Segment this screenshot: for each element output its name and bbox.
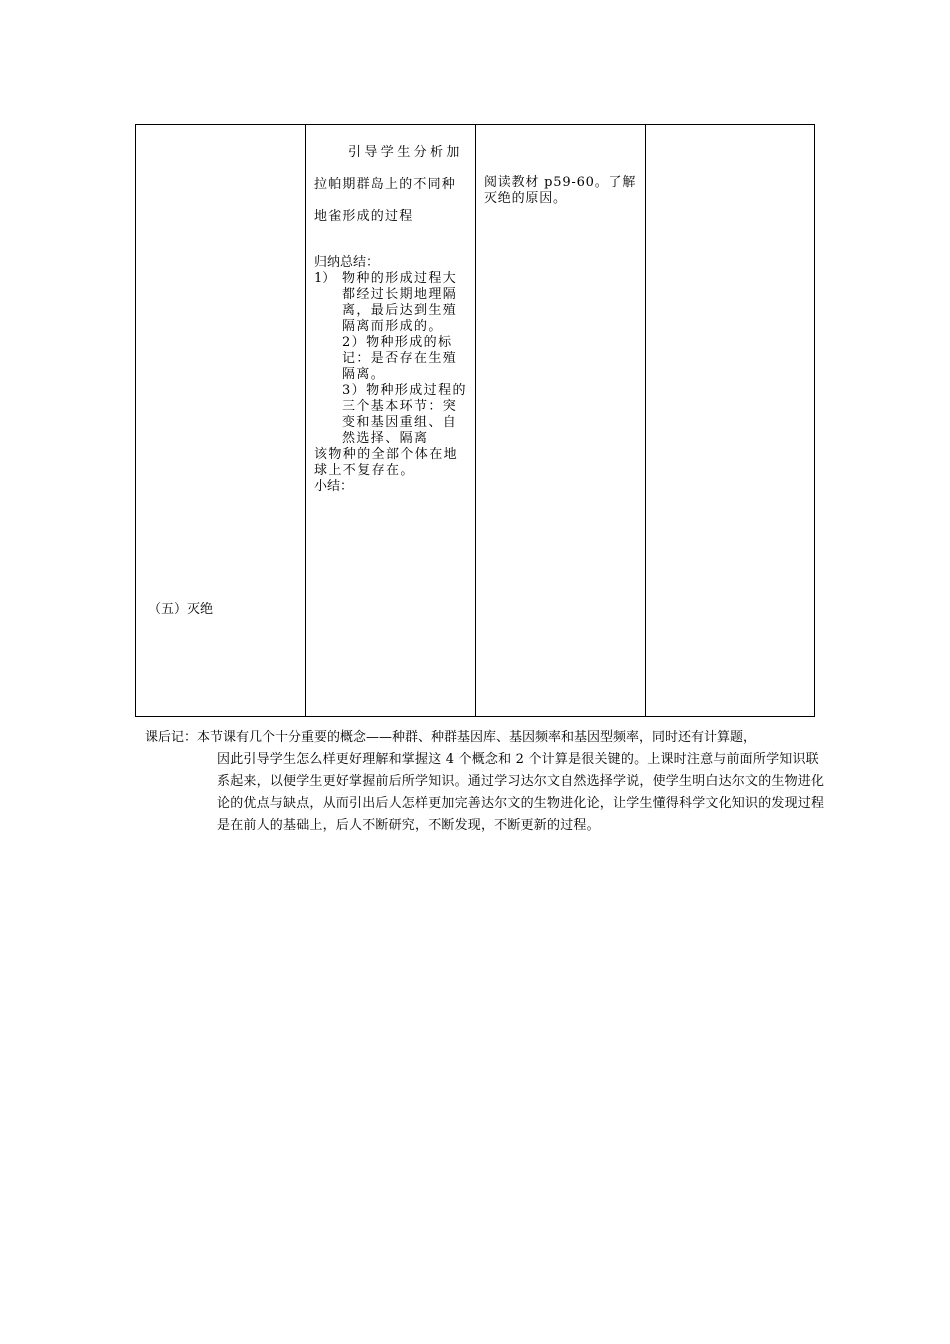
list-number: 1） (314, 271, 336, 286)
section-label: （五）灭绝 (148, 602, 214, 617)
content-cell (136, 125, 305, 716)
guide-line: 地雀形成的过程 (314, 209, 414, 224)
notes-body: 因此引导学生怎么样更好理解和掌握这 4 个概念和 2 个计算是很关键的。上课时注意与前面所学知识联系起来，以便学生更好掌握前后所学知识。通过学习达尔文自然选择学说，使学生明白达尔文的生物进化论的优点与缺点，从而引出后人怎样更加完善达尔文的生物进化论，让学生懂得科学文化知识的发现过程是在前人的基础上，后人不断研究，不断发现，不断更新的过程。 (217, 752, 825, 833)
student-activity-cell (476, 125, 645, 716)
list-item (314, 271, 469, 335)
lesson-table (135, 124, 815, 717)
summary-block (314, 255, 469, 495)
list-text: 物种的形成过程大都经过长期地理隔离，最后达到生殖隔离而形成的。 (342, 271, 458, 334)
reading-instruction: 阅读教材 p59-60。了解灭绝的原因。 (484, 175, 637, 206)
post-lesson-notes (145, 727, 825, 837)
summary-heading: 归纳总结： (314, 255, 380, 270)
guide-line: 拉帕期群岛上的不同种 (314, 177, 457, 192)
notes-first-line: 课后记：本节课有几个十分重要的概念——种群、种群基因库、基因频率和基因型频率，同时还有计算题， (145, 730, 757, 745)
teacher-activity-cell (306, 125, 475, 716)
guide-paragraph (314, 137, 469, 233)
notes-cell (646, 125, 815, 716)
guide-line: 引导学生分析加 (348, 145, 463, 160)
list-item: 2）物种形成的标记：是否存在生殖隔离。 (342, 335, 458, 382)
extinction-definition: 该物种的全部个体在地球上不复存在。 (314, 447, 459, 478)
conclusion-label: 小结： (314, 479, 354, 494)
list-item: 3）物种形成过程的三个基本环节：突变和基因重组、自然选择、隔离 (342, 383, 467, 446)
